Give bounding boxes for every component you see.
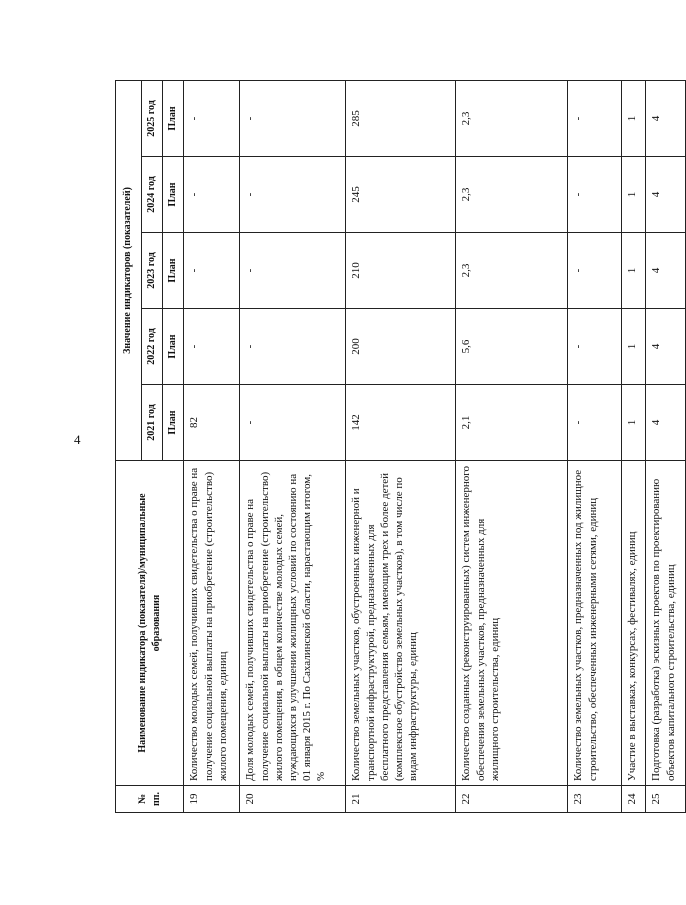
- row-value: 245: [346, 157, 456, 233]
- row-value: 210: [346, 233, 456, 309]
- year-header: 2024 год: [142, 157, 163, 233]
- table-row: [240, 80, 346, 812]
- table-row: [646, 80, 686, 812]
- plan-header: План: [163, 385, 184, 461]
- row-num: 20: [240, 786, 346, 813]
- row-value: -: [568, 80, 622, 156]
- row-value: -: [240, 309, 346, 385]
- row-value: -: [184, 80, 240, 156]
- plan-header: План: [163, 80, 184, 156]
- table-row: [456, 80, 568, 812]
- plan-header: План: [163, 309, 184, 385]
- row-value: 2,3: [456, 80, 568, 156]
- table-row: [184, 80, 240, 812]
- row-num: 24: [622, 786, 646, 813]
- year-header: 2021 год: [142, 385, 163, 461]
- row-value: 1: [622, 233, 646, 309]
- row-value: -: [184, 233, 240, 309]
- year-header: 2023 год: [142, 233, 163, 309]
- row-value: 285: [346, 80, 456, 156]
- row-value: 2,3: [456, 233, 568, 309]
- row-value: 4: [646, 309, 686, 385]
- row-name: Количество молодых семей, получивших свидетельства о праве на получение социальной выплаты на приобретение (строительство) жилого помещения, единиц: [184, 461, 240, 786]
- plan-header: План: [163, 157, 184, 233]
- table-row: [622, 80, 646, 812]
- row-name: Количество земельных участков, предназначенных под жилищное строительство, обеспеченных инженерными сетями, единиц: [568, 461, 622, 786]
- row-value: 4: [646, 385, 686, 461]
- row-num: 19: [184, 786, 240, 813]
- row-value: -: [240, 157, 346, 233]
- year-header: 2025 год: [142, 80, 163, 156]
- row-value: -: [184, 157, 240, 233]
- row-value: -: [240, 233, 346, 309]
- row-name: Количество земельных участков, обустроенных инженерной и транспортной инфраструктурой, предназначенных для бесплатного представления семьям, имеющим трех и более детей (комплексное обустройство земельных участков), в том числе по видам инфраструктуры, единиц: [346, 461, 456, 786]
- col-header-name: Наименование индикатора (показателя)/муниципальные образования: [116, 461, 184, 786]
- col-header-values: Значение индикаторов (показателей): [116, 80, 142, 460]
- col-header-num: № пп.: [116, 786, 184, 813]
- indicators-table: [115, 80, 686, 813]
- table-row: [346, 80, 456, 812]
- row-value: -: [568, 233, 622, 309]
- row-value: 4: [646, 157, 686, 233]
- row-value: -: [240, 385, 346, 461]
- year-header: 2022 год: [142, 309, 163, 385]
- row-value: 2,1: [456, 385, 568, 461]
- row-value: -: [568, 385, 622, 461]
- plan-header: План: [163, 233, 184, 309]
- row-value: 4: [646, 80, 686, 156]
- row-value: 1: [622, 309, 646, 385]
- row-value: 200: [346, 309, 456, 385]
- page-number: 4: [74, 432, 81, 447]
- row-value: -: [184, 309, 240, 385]
- row-value: 1: [622, 80, 646, 156]
- row-num: 21: [346, 786, 456, 813]
- row-name: Подготовка (разработка) эскизных проектов по проектированию объектов капитального строительства, единиц: [646, 461, 686, 786]
- table-row: [568, 80, 622, 812]
- row-num: 22: [456, 786, 568, 813]
- row-value: 1: [622, 157, 646, 233]
- row-value: 142: [346, 385, 456, 461]
- row-name: Участие в выставках, конкурсах, фестивалях, единиц: [622, 461, 646, 786]
- row-value: -: [240, 80, 346, 156]
- row-value: 2,3: [456, 157, 568, 233]
- row-value: -: [568, 157, 622, 233]
- row-name: Доля молодых семей, получивших свидетельства о праве на получение социальной выплаты на приобретение (строительство) жилого помещения, в общем количестве молодых семей, нуждающихся в улучшении жилищных условий по состоянию на 01 января 2015 г. По Сахалинской области, нарастающим итогом, %: [240, 461, 346, 786]
- row-value: -: [568, 309, 622, 385]
- row-name: Количество созданных (реконструированных) систем инженерного обеспечения земельных участков, предназначенных для жилищного строительства, единиц: [456, 461, 568, 786]
- row-value: 5,6: [456, 309, 568, 385]
- row-num: 25: [646, 786, 686, 813]
- row-value: 82: [184, 385, 240, 461]
- row-num: 23: [568, 786, 622, 813]
- row-value: 4: [646, 233, 686, 309]
- row-value: 1: [622, 385, 646, 461]
